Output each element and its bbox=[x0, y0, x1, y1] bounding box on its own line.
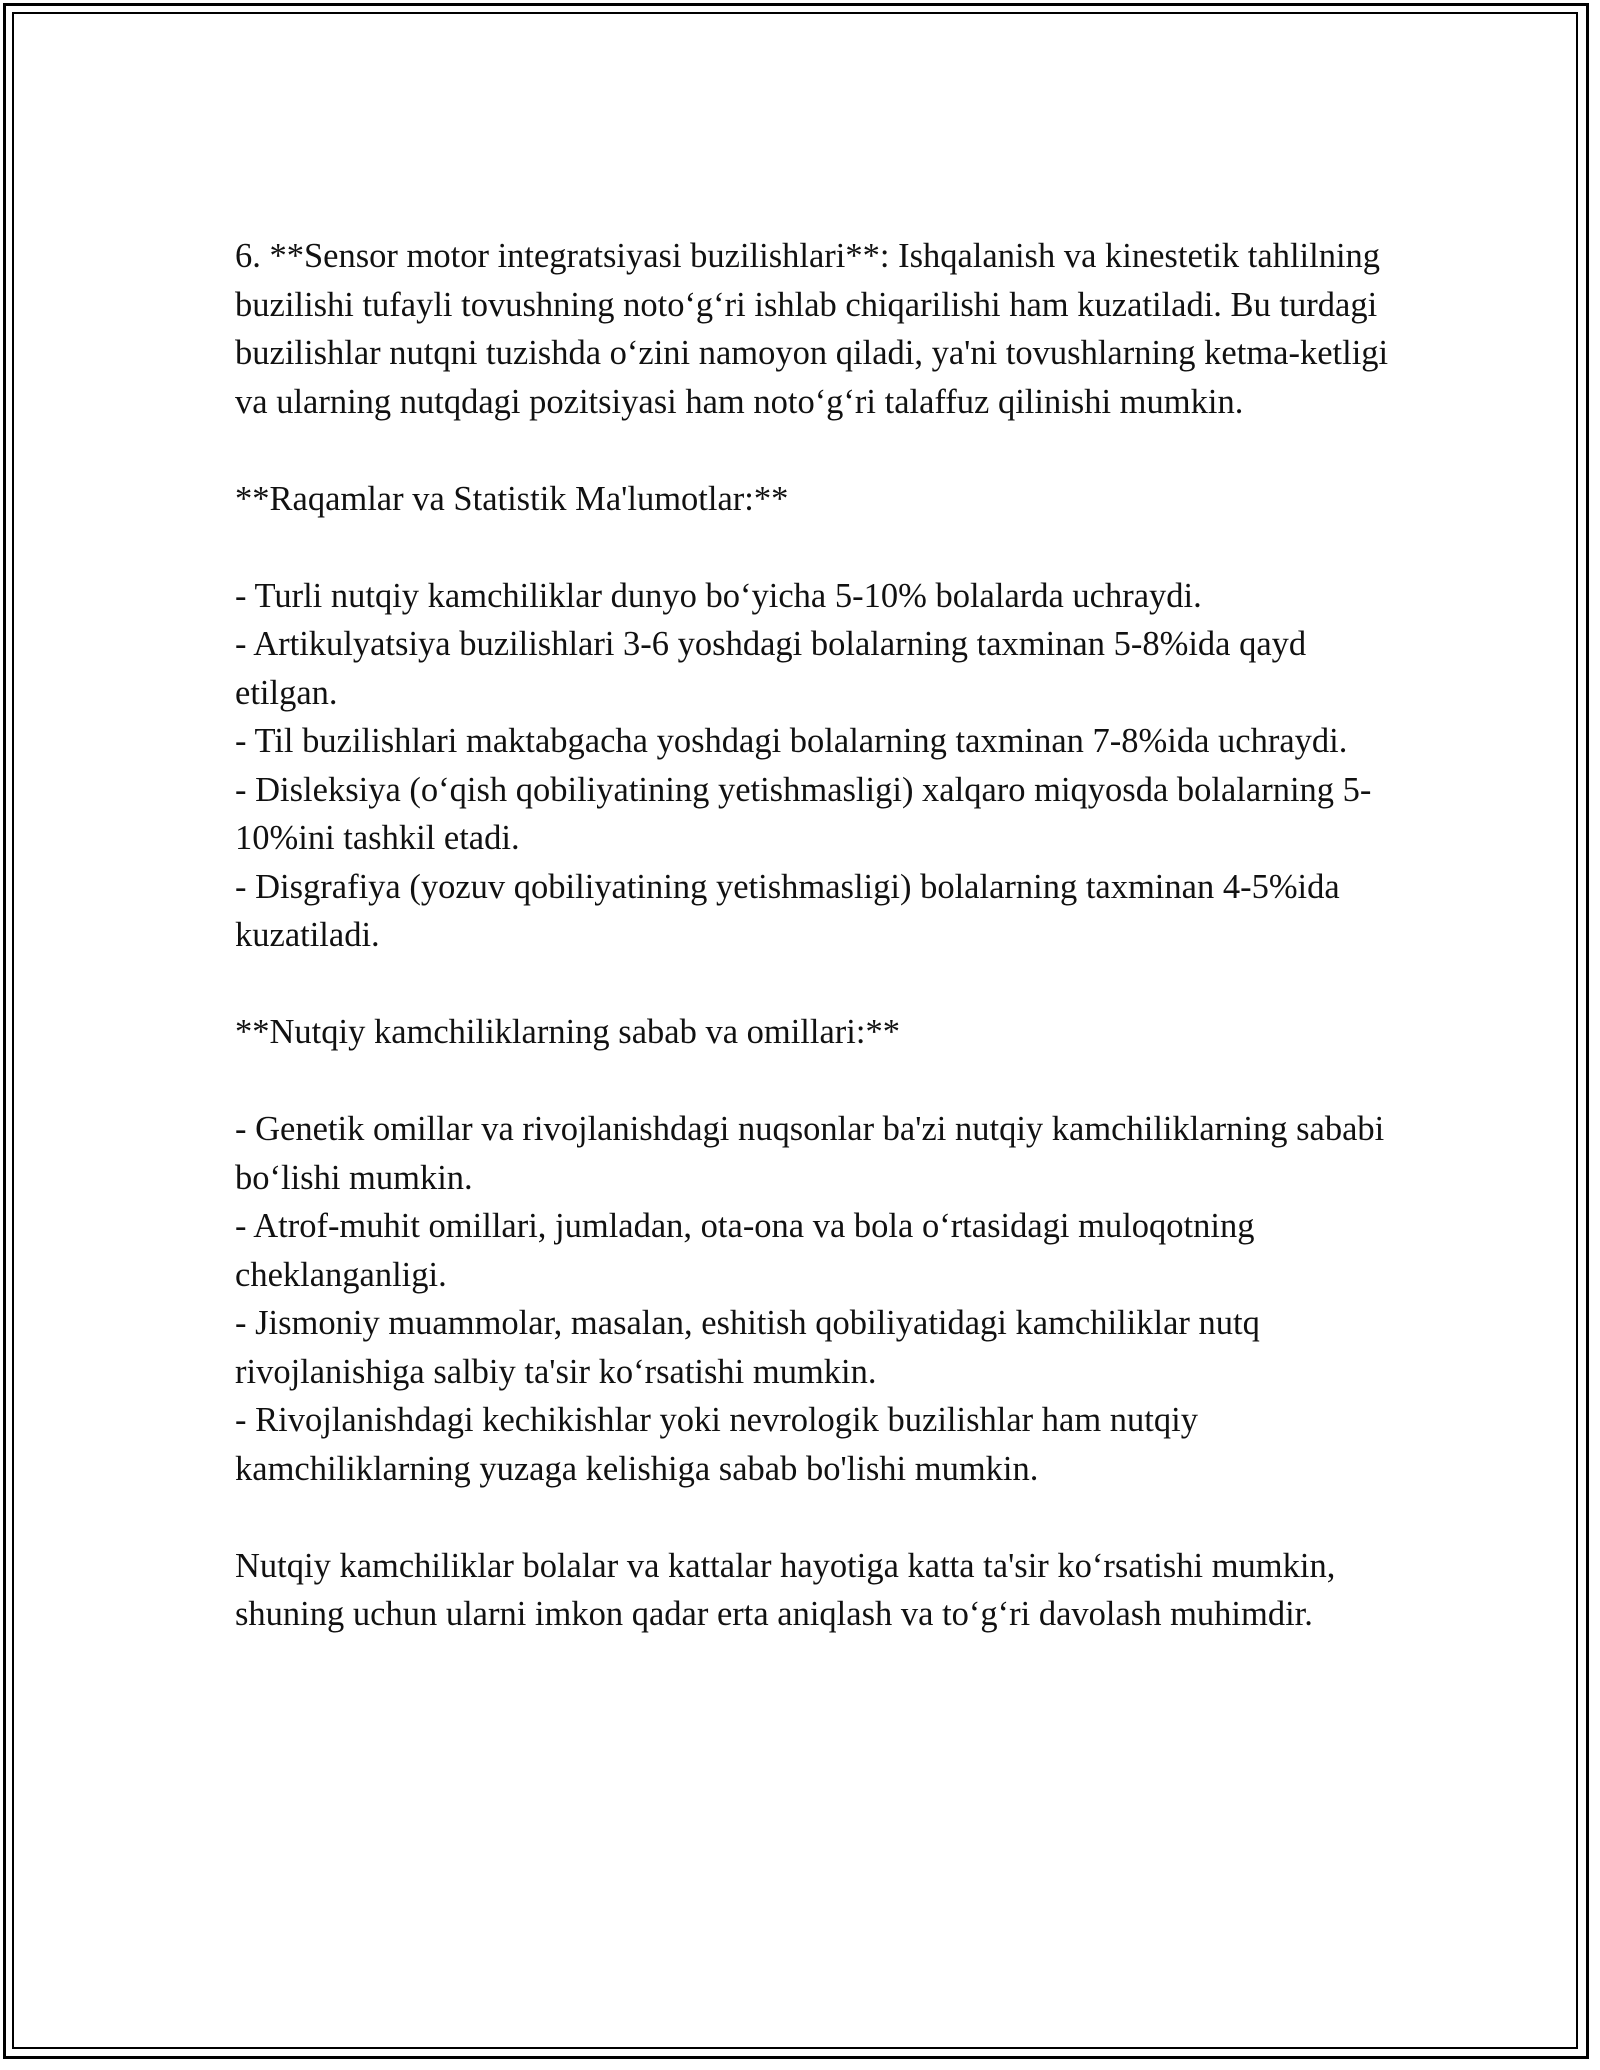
list-item-statistics: - Disleksiya (o‘qish qobiliyatining yetishmasligi) xalqaro miqyosda bolalarning 5-10%ini tashkil etadi. bbox=[235, 770, 1372, 857]
list-item-causes: - Genetik omillar va rivojlanishdagi nuqsonlar ba'zi nutqiy kamchiliklarning sababi bo‘lishi mumkin. bbox=[235, 1110, 1385, 1197]
blank-line bbox=[235, 426, 1415, 475]
blank-line bbox=[235, 523, 1415, 572]
list-item-statistics: - Turli nutqiy kamchiliklar dunyo bo‘yicha 5-10% bolalarda uchraydi. bbox=[235, 576, 1202, 615]
blank-line bbox=[235, 1493, 1415, 1542]
blank-line bbox=[235, 1057, 1415, 1106]
paragraph-sensor-motor: 6. **Sensor motor integratsiyasi buzilishlari**: Ishqalanish va kinestetik tahlilning buzilishi tufayli tovushning noto‘g‘ri ishlab chiqarilishi ham kuzatiladi. Bu turdagi buzilishlar nutqni tuzishda o‘zini namoyon qiladi, ya'ni tovushlarning ketma-ketligi va ularning nutqdagi pozitsiyasi ham noto‘g‘ri talaffuz qilinishi mumkin. bbox=[235, 237, 1389, 421]
heading-causes: **Nutqiy kamchiliklarning sabab va omillari:** bbox=[235, 1013, 900, 1051]
list-item-causes: - Rivojlanishdagi kechikishlar yoki nevrologik buzilishlar ham nutqiy kamchiliklarning yuzaga kelishiga sabab bo'lishi mumkin. bbox=[235, 1401, 1198, 1488]
paragraph-conclusion: Nutqiy kamchiliklar bolalar va kattalar hayotiga katta ta'sir ko‘rsatishi mumkin, shuning uchun ularni imkon qadar erta aniqlash va to‘g‘ri davolash muhimdir. bbox=[235, 1546, 1336, 1633]
blank-line bbox=[235, 960, 1415, 1009]
heading-statistics: **Raqamlar va Statistik Ma'lumotlar:** bbox=[235, 479, 789, 518]
list-item-statistics: - Artikulyatsiya buzilishlari 3-6 yoshdagi bolalarning taxminan 5-8%ida qayd etilgan. bbox=[235, 625, 1307, 712]
list-item-statistics: - Til buzilishlari maktabgacha yoshdagi bolalarning taxminan 7-8%ida uchraydi. bbox=[235, 722, 1348, 760]
list-item-causes: - Jismoniy muammolar, masalan, eshitish qobiliyatidagi kamchiliklar nutq rivojlanishiga salbiy ta'sir ko‘rsatishi mumkin. bbox=[235, 1304, 1260, 1391]
list-item-statistics: - Disgrafiya (yozuv qobiliyatining yetishmasligi) bolalarning taxminan 4-5%ida kuzatiladi. bbox=[235, 867, 1340, 954]
document-body bbox=[235, 232, 1415, 1639]
list-item-causes: - Atrof-muhit omillari, jumladan, ota-ona va bola o‘rtasidagi muloqotning cheklanganligi. bbox=[235, 1207, 1255, 1294]
